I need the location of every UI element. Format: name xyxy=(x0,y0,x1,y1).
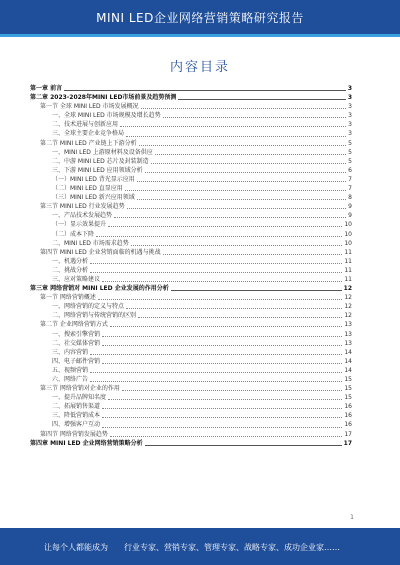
toc-leader xyxy=(110,326,342,327)
toc-leader xyxy=(102,363,342,364)
toc-entry-page: 5 xyxy=(348,148,352,156)
toc-entry-page: 10 xyxy=(344,230,352,238)
toc-entry-title: 一、网络营销的定义与特点 xyxy=(52,303,125,311)
toc-entry-page: 16 xyxy=(344,421,352,429)
toc-entry[interactable] xyxy=(30,202,352,211)
toc-leader xyxy=(98,299,342,300)
toc-entry[interactable] xyxy=(30,157,352,166)
toc-entry[interactable] xyxy=(30,384,352,393)
toc-entry-title: 二、网络营销与传统营销的区别 xyxy=(52,312,137,320)
toc-leader xyxy=(137,199,346,200)
toc-entry[interactable] xyxy=(30,230,352,239)
toc-leader xyxy=(90,372,342,373)
toc-entry[interactable] xyxy=(30,148,352,157)
toc-entry-page: 5 xyxy=(348,139,352,147)
report-title: MINI LED企业网络营销策略研究报告 xyxy=(96,11,304,25)
footer-tags: 行业专家、营销专家、管理专家、战略专家、成功企业家…… xyxy=(124,543,340,552)
toc-entry[interactable] xyxy=(30,239,352,248)
table-of-contents xyxy=(30,84,352,448)
toc-leader xyxy=(102,408,342,409)
toc-leader xyxy=(145,445,342,446)
toc-entry-title: 第二节 MINI LED 产业链上下游分析 xyxy=(40,139,137,147)
toc-entry-page: 6 xyxy=(348,166,352,174)
toc-entry-title: 二、技术进展与创新应用 xyxy=(52,121,119,129)
toc-entry-title: 二、拓展销售渠道 xyxy=(52,403,101,411)
toc-entry[interactable] xyxy=(30,348,352,357)
toc-entry-page: 13 xyxy=(344,321,352,329)
toc-leader xyxy=(126,308,342,309)
toc-entry-page: 11 xyxy=(344,275,352,283)
toc-entry[interactable] xyxy=(30,120,352,129)
toc-entry-page: 12 xyxy=(344,294,352,302)
toc-entry-title: （一）显示效果提升 xyxy=(52,221,107,229)
toc-entry-title: 二、挑战分析 xyxy=(52,266,89,274)
toc-entry[interactable] xyxy=(30,357,352,366)
toc-entry[interactable] xyxy=(30,330,352,339)
toc-entry-title: 第四节 网络营销发展趋势 xyxy=(40,430,108,438)
toc-entry-title: 第四章 MINI LED 企业网络营销策略分析 xyxy=(30,439,143,447)
toc-entry-page: 9 xyxy=(348,203,352,211)
toc-entry-title: 三、全球主要企业竞争格局 xyxy=(52,130,125,138)
toc-entry[interactable] xyxy=(30,439,352,448)
toc-entry-title: 第二章 2023-2028年MINI LED市场前景及趋势预测 xyxy=(30,94,177,102)
toc-entry[interactable] xyxy=(30,339,352,348)
report-header xyxy=(0,0,400,34)
toc-entry-title: 二、MINI LED 市场需求趋势 xyxy=(52,239,129,247)
toc-entry[interactable] xyxy=(30,129,352,138)
toc-leader xyxy=(178,99,345,100)
toc-entry-title: 四、电子邮件营销 xyxy=(52,357,101,365)
toc-leader xyxy=(163,117,346,118)
toc-leader xyxy=(102,417,342,418)
toc-entry-title: 一、产品技术发展趋势 xyxy=(52,212,113,220)
toc-entry-page: 3 xyxy=(347,94,352,102)
toc-leader xyxy=(141,108,347,109)
toc-entry-page: 5 xyxy=(348,157,352,165)
toc-leader xyxy=(139,145,346,146)
toc-entry-page: 17 xyxy=(343,439,352,447)
toc-leader xyxy=(122,390,342,391)
toc-entry[interactable] xyxy=(30,420,352,429)
header-accent-bar xyxy=(0,34,400,37)
toc-entry[interactable] xyxy=(30,184,352,193)
footer-slogan: 让每个人都能成为 xyxy=(44,543,108,552)
toc-entry-title: 第三章 网络营销对 MINI LED 企业发展的作用分析 xyxy=(30,285,169,293)
toc-entry[interactable] xyxy=(30,275,352,284)
toc-entry-title: 一、提升品牌知名度 xyxy=(52,394,107,402)
report-footer xyxy=(0,528,400,565)
toc-entry-page: 11 xyxy=(344,266,352,274)
toc-entry-page: 13 xyxy=(344,339,352,347)
toc-entry-page: 15 xyxy=(344,394,352,402)
toc-entry[interactable] xyxy=(30,175,352,184)
toc-entry-page: 15 xyxy=(344,376,352,383)
toc-entry-title: 第一节 网络营销概述 xyxy=(40,294,96,302)
toc-entry-page: 3 xyxy=(348,112,352,120)
toc-leader xyxy=(145,172,346,173)
toc-leader xyxy=(171,290,342,291)
toc-entry-title: 第一节 全球 MINI LED 市场发展概况 xyxy=(40,103,139,111)
toc-entry-page: 12 xyxy=(344,312,352,320)
toc-entry-page: 8 xyxy=(348,194,352,202)
toc-leader xyxy=(90,263,342,264)
toc-leader xyxy=(90,381,342,382)
toc-leader xyxy=(163,254,343,255)
toc-entry[interactable] xyxy=(30,402,352,411)
toc-entry-page: 14 xyxy=(344,366,352,374)
toc-entry-title: 二、社交媒体营销 xyxy=(52,339,101,347)
toc-entry[interactable] xyxy=(30,248,352,257)
toc-entry-page: 11 xyxy=(344,248,352,256)
toc-entry-title: 第一章 前言 xyxy=(30,85,63,92)
toc-entry[interactable] xyxy=(30,211,352,220)
toc-entry[interactable] xyxy=(30,220,352,229)
toc-entry-page: 13 xyxy=(344,330,352,338)
toc-entry-page: 16 xyxy=(344,403,352,411)
toc-entry-title: 三、下游 MINI LED 应用领域分析 xyxy=(52,166,143,174)
toc-leader xyxy=(131,245,343,246)
toc-entry-title: （一）MINI LED 背光显示应用 xyxy=(52,175,135,183)
toc-entry[interactable] xyxy=(30,284,352,293)
toc-entry-page: 12 xyxy=(343,285,352,293)
toc-leader xyxy=(120,126,346,127)
toc-entry[interactable] xyxy=(30,293,352,302)
toc-leader xyxy=(155,154,346,155)
toc-entry-page: 3 xyxy=(348,121,352,129)
toc-leader xyxy=(64,90,346,91)
toc-leader xyxy=(108,399,342,400)
toc-leader xyxy=(96,236,342,237)
toc-leader xyxy=(110,436,342,437)
toc-leader xyxy=(102,427,342,428)
toc-leader xyxy=(102,345,342,346)
toc-entry-page: 3 xyxy=(348,103,352,111)
toc-entry-page: 3 xyxy=(348,130,352,138)
toc-entry-title: 第二节 企业网络营销方式 xyxy=(40,321,108,329)
toc-entry[interactable] xyxy=(30,84,352,93)
toc-entry[interactable] xyxy=(30,302,352,311)
toc-entry-title: （二）MINI LED 直显应用 xyxy=(52,185,123,193)
toc-entry-title: 一、MINI LED 上游原材料及设备供应 xyxy=(52,148,153,156)
toc-entry[interactable] xyxy=(30,139,352,148)
toc-entry[interactable] xyxy=(30,193,352,202)
toc-entry[interactable] xyxy=(30,375,352,384)
toc-entry[interactable] xyxy=(30,393,352,402)
toc-entry[interactable] xyxy=(30,320,352,329)
toc-leader xyxy=(102,336,342,337)
toc-entry[interactable] xyxy=(30,366,352,375)
toc-entry-title: 一、全球 MINI LED 市场规模及增长趋势 xyxy=(52,112,161,120)
toc-entry-title: 第三节 MINI LED 行业发展趋势 xyxy=(40,203,125,211)
toc-entry[interactable] xyxy=(30,430,352,439)
toc-entry-page: 16 xyxy=(344,412,352,420)
toc-entry[interactable] xyxy=(30,257,352,266)
toc-entry-page: 11 xyxy=(344,257,352,265)
toc-entry-page: 10 xyxy=(344,221,352,229)
toc-entry-page: 14 xyxy=(344,357,352,365)
toc-leader xyxy=(137,181,346,182)
toc-entry[interactable] xyxy=(30,411,352,420)
toc-entry-title: 二、中游 MINI LED 芯片及封装制造 xyxy=(52,157,149,165)
toc-leader xyxy=(102,281,342,282)
toc-leader xyxy=(114,217,346,218)
toc-entry-title: 一、搜索引擎营销 xyxy=(52,330,101,338)
toc-leader xyxy=(108,226,342,227)
toc-leader xyxy=(90,354,342,355)
toc-entry-title: 第三节 网络营销对企业的作用 xyxy=(40,385,120,393)
toc-entry[interactable] xyxy=(30,102,352,111)
toc-entry-page: 14 xyxy=(344,348,352,356)
toc-leader xyxy=(151,163,346,164)
toc-entry-title: 三、降低营销成本 xyxy=(52,412,101,420)
toc-title: 内容目录 xyxy=(169,60,230,75)
toc-entry-title: 五、视频营销 xyxy=(52,366,89,374)
page-number: 1 xyxy=(350,514,354,521)
toc-entry[interactable] xyxy=(30,266,352,275)
toc-entry[interactable] xyxy=(30,166,352,175)
toc-entry[interactable] xyxy=(30,111,352,120)
toc-entry-page: 7 xyxy=(348,185,352,193)
toc-entry-page: 9 xyxy=(348,212,352,220)
toc-entry-title: （三）MINI LED 新兴应用领域 xyxy=(52,194,135,202)
toc-entry-title: 六、网络广告 xyxy=(52,376,89,383)
toc-entry-page: 12 xyxy=(344,303,352,311)
toc-entry-title: （二）成本下降 xyxy=(52,230,95,238)
toc-entry[interactable] xyxy=(30,311,352,320)
toc-entry-page: 15 xyxy=(344,385,352,393)
toc-entry-page: 10 xyxy=(344,239,352,247)
toc-leader xyxy=(138,317,342,318)
toc-entry-page: 7 xyxy=(348,175,352,183)
toc-entry-title: 三、应对策略建议 xyxy=(52,275,101,283)
toc-entry-page: 17 xyxy=(344,430,352,438)
toc-leader xyxy=(125,190,346,191)
toc-entry[interactable] xyxy=(30,93,352,102)
toc-entry-title: 三、内容营销 xyxy=(52,348,89,356)
toc-entry-title: 第四节 MINI LED 企业营销面临的机遇与挑战 xyxy=(40,248,161,256)
toc-leader xyxy=(127,208,346,209)
toc-entry-page: 3 xyxy=(347,85,352,92)
toc-leader xyxy=(126,136,346,137)
toc-leader xyxy=(90,272,342,273)
toc-entry-title: 一、机遇分析 xyxy=(52,257,89,265)
toc-entry-title: 四、增强客户互动 xyxy=(52,421,101,429)
